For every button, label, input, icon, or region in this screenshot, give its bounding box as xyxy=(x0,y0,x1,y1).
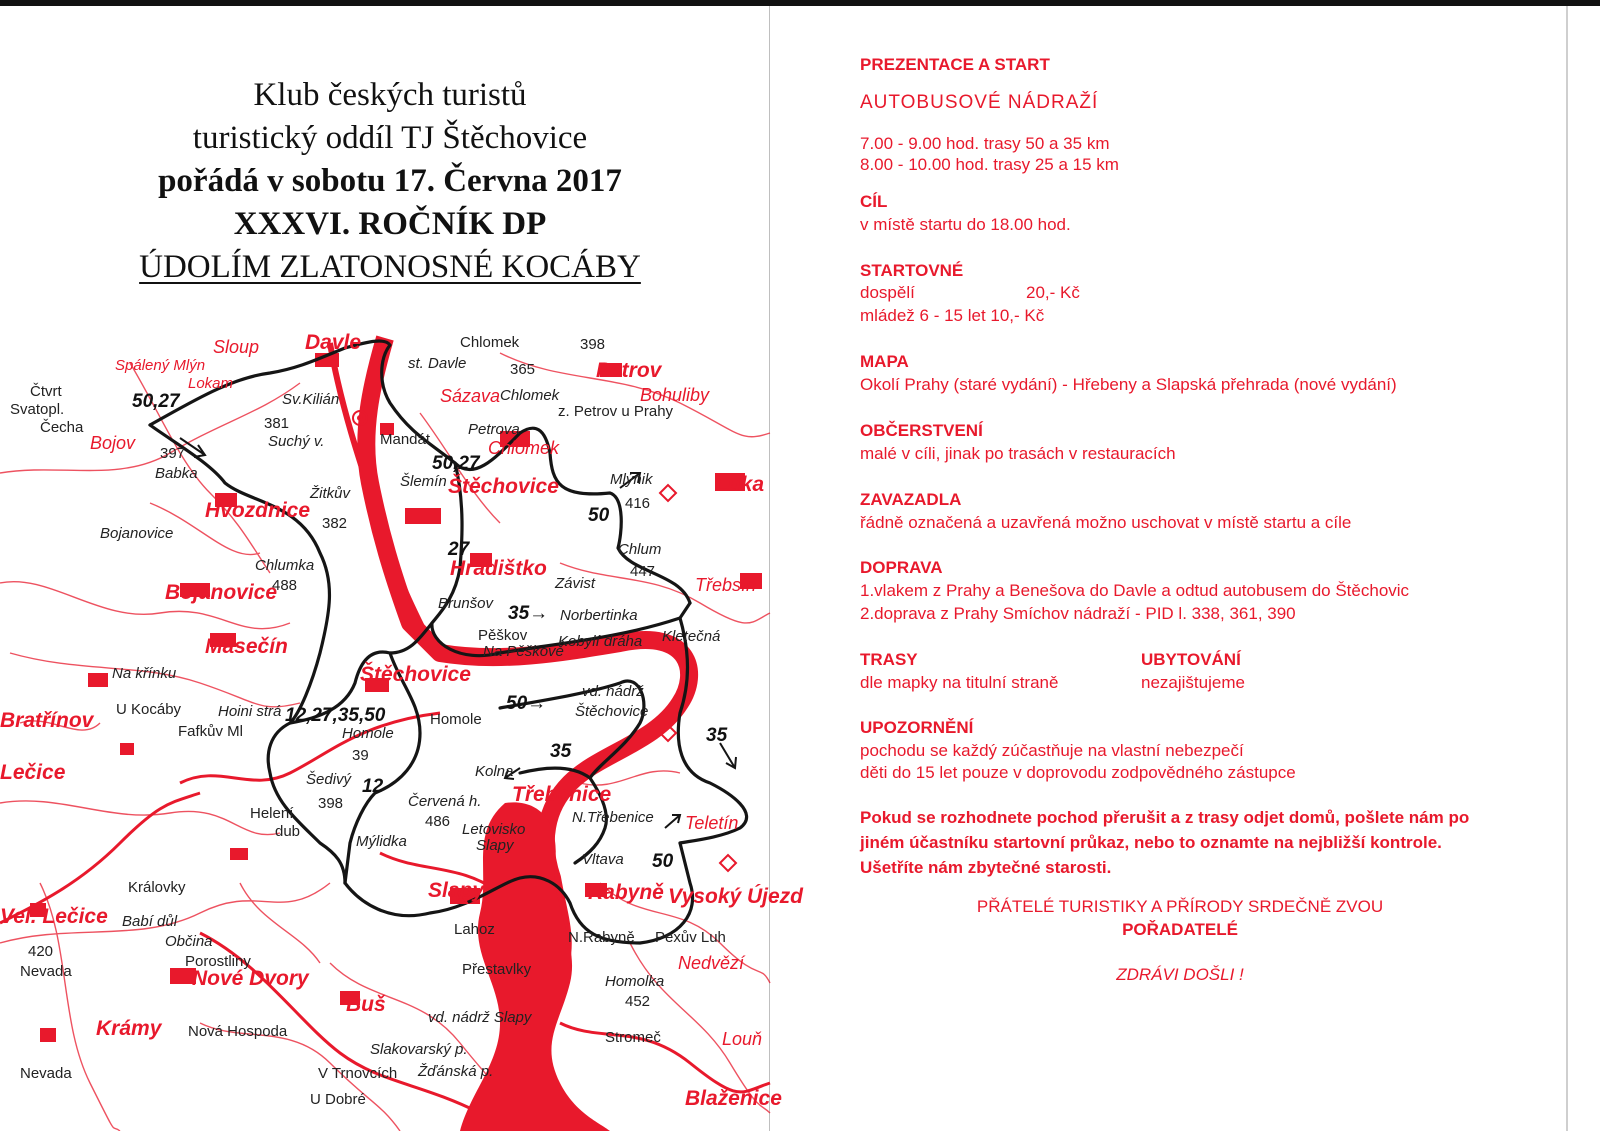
start-heading: PREZENTACE A START xyxy=(860,55,1050,74)
scan-top-edge xyxy=(0,0,1600,6)
map-label: Nevada xyxy=(20,1065,72,1082)
map-label: Masečín xyxy=(205,635,288,658)
map-label: 488 xyxy=(272,577,298,594)
finish-text: v místě startu do 18.00 hod. xyxy=(860,215,1071,234)
map-label: Krámy xyxy=(96,1017,162,1040)
fee-adult-price: 20,- Kč xyxy=(1026,283,1080,302)
map-label: Svatopl. xyxy=(10,401,65,418)
club-name: Klub českých turistů xyxy=(253,77,527,113)
invitation: PŘÁTELÉ TURISTIKY A PŘÍRODY SRDEČNĚ ZVOU xyxy=(976,897,1384,916)
map-label: Závist xyxy=(555,575,596,592)
map-label: Pexův Luh xyxy=(655,929,726,946)
organizers: POŘADATELÉ xyxy=(1122,920,1238,939)
map-label: Porostliny xyxy=(185,953,251,970)
route-label: 12 xyxy=(362,776,384,797)
map-label: Hoini strá xyxy=(218,703,282,720)
map-label: Štěchovice xyxy=(448,475,559,498)
map-label: 420 xyxy=(28,943,54,960)
map-label: Teletín xyxy=(685,813,739,833)
map-label: 398 xyxy=(580,336,606,353)
fee-adult xyxy=(860,283,1080,303)
fee-youth: mládež 6 - 15 let 10,- Kč xyxy=(860,306,1045,325)
route-label: 50 xyxy=(588,505,610,526)
map-label: Fafkův Ml xyxy=(178,723,244,740)
map-label: 398 xyxy=(318,795,344,812)
map-label: Třebenice xyxy=(512,783,612,806)
food-heading: OBČERSTVENÍ xyxy=(860,421,983,440)
map-label: Bojanovice xyxy=(100,525,174,542)
map-label: Mýlidka xyxy=(356,833,407,850)
lodging-heading: UBYTOVÁNÍ xyxy=(1141,650,1241,669)
event-date: pořádá v sobotu 17. Června 2017 xyxy=(158,163,622,199)
warning-heading: UPOZORNĚNÍ xyxy=(860,718,974,737)
fee-heading: STARTOVNÉ xyxy=(860,261,964,280)
route-label: 35→ xyxy=(508,603,549,624)
event-title: ÚDOLÍM ZLATONOSNÉ KOCÁBY xyxy=(139,249,641,285)
map-label: Kletečná xyxy=(662,628,721,645)
map-label: Bratřínov xyxy=(0,709,94,732)
settlements xyxy=(30,353,765,1042)
map-label: Na křínku xyxy=(112,665,177,682)
map-label: vd. nádrž xyxy=(582,683,644,700)
route-label: 35 xyxy=(706,725,728,746)
map-label: z. Petrov u Prahy xyxy=(558,403,674,420)
route-label: 50→ xyxy=(506,693,547,714)
map-label: 447 xyxy=(630,563,656,580)
map-label: N.Třebenice xyxy=(572,809,654,826)
map-label: Lečice xyxy=(0,761,66,784)
start-time-short: 8.00 - 10.00 hod. trasy 25 a 15 km xyxy=(860,155,1119,174)
map-label: Louň xyxy=(722,1029,763,1049)
map-label: Přestavlky xyxy=(462,961,532,978)
routes-heading: TRASY xyxy=(860,650,918,669)
map-label: Davle xyxy=(305,331,362,354)
map-label: Brunšov xyxy=(438,595,494,612)
map-label: Nedvězí xyxy=(678,953,745,973)
map-label: Lokam xyxy=(188,375,234,392)
map-label: 452 xyxy=(625,993,651,1010)
map-label: Čtvrt xyxy=(30,383,62,400)
map-label: 365 xyxy=(510,361,536,378)
farewell: ZDRÁVI DOŠLI ! xyxy=(1116,965,1244,984)
map-label: Na Pěškově xyxy=(483,643,564,660)
map-label: Žitkův xyxy=(310,485,351,502)
map-label: 416 xyxy=(625,495,651,512)
map-label: U Dobré xyxy=(310,1091,366,1108)
map-label: Bojanovice xyxy=(165,581,278,604)
map-label: Vltava xyxy=(582,851,624,868)
map-heading: MAPA xyxy=(860,352,909,371)
map-label: 39 xyxy=(352,747,369,764)
map-label: Chlum xyxy=(618,541,662,558)
warning-text-1: pochodu se každý zúčastňuje na vlastní nebezpečí xyxy=(860,741,1244,760)
route-label: 27 xyxy=(448,539,470,560)
map-label: Královky xyxy=(128,879,186,896)
map-label: Homole xyxy=(430,711,482,728)
map-label: 397 xyxy=(160,445,186,462)
map-label: Nevada xyxy=(20,963,72,980)
warning-text-2: děti do 15 let pouze v doprovodu zodpovědného zástupce xyxy=(860,763,1296,782)
route-map xyxy=(0,323,804,1131)
page-right-edge xyxy=(1566,6,1568,1131)
map-label: Vysoký Újezd xyxy=(668,885,804,908)
map-label: Třebsín xyxy=(695,575,757,595)
map-label: dub xyxy=(275,823,301,840)
map-label: Vel. Lečice xyxy=(0,905,108,928)
route-label: 50 xyxy=(652,851,674,872)
map-label: Sloup xyxy=(213,337,260,357)
map-label: 486 xyxy=(425,813,451,830)
map-label: Stromeč xyxy=(605,1029,661,1046)
map-label: Mandát xyxy=(380,431,431,448)
map-label: Slapy xyxy=(476,837,514,854)
map-label: Sv.Kilián xyxy=(282,391,340,408)
map-label: Pěškov xyxy=(478,627,528,644)
map-label: Homole xyxy=(342,725,394,742)
map-label: Rabyně xyxy=(588,881,664,904)
route-label: 12,27,35,50 xyxy=(285,705,386,726)
luggage-heading: ZAVAZADLA xyxy=(860,490,962,509)
club-section: turistický oddíl TJ Štěchovice xyxy=(192,120,588,156)
map-label: Nové Dvory xyxy=(192,967,309,990)
map-label: Lahoz xyxy=(454,921,495,938)
map-label: Štěchovice xyxy=(575,703,649,720)
map-label: Babí důl xyxy=(122,913,178,930)
map-label: Hradištko xyxy=(450,557,547,580)
map-label: Červená h. xyxy=(408,793,482,810)
map-label: Chlomek xyxy=(488,438,560,458)
map-label: Sázava xyxy=(440,386,501,406)
map-text: Okolí Prahy (staré vydání) - Hřebeny a Slapská přehrada (nové vydání) xyxy=(860,375,1397,394)
map-label: Suchý v. xyxy=(268,433,325,450)
map-label: Nová Hospoda xyxy=(188,1023,288,1040)
map-label: Chlumka xyxy=(255,557,315,574)
route-label: 35 xyxy=(550,741,572,762)
map-label: Babka xyxy=(155,465,198,482)
map-label: Helení xyxy=(250,805,294,822)
map-label: Petrova xyxy=(468,421,520,438)
map-label: Norbertinka xyxy=(560,607,638,624)
fee-adult-label: dospělí xyxy=(860,283,915,302)
routes-text: dle mapky na titulní straně xyxy=(860,673,1059,692)
route-label: 50,27 xyxy=(432,453,480,474)
map-label: N.Rabyně xyxy=(568,929,635,946)
map-label: Bojov xyxy=(90,433,136,453)
map-label: Slakovarský p. xyxy=(370,1041,468,1058)
event-edition: XXXVI. ROČNÍK DP xyxy=(233,206,547,242)
finish-heading: CÍL xyxy=(860,192,888,211)
lodging-text: nezajištujeme xyxy=(1141,673,1245,692)
map-label: Kolna xyxy=(475,763,514,780)
route-label: 50,27 xyxy=(132,391,180,412)
map-label: Bohuliby xyxy=(640,385,710,405)
map-label: Čecha xyxy=(40,419,84,436)
quit-notice: Pokud se rozhodnete pochod přerušit a z trasy odjet domů, pošlete nám po jiném účastníku startovní průkaz, nebo to oznamte na nejbližší kontrole. Ušetříte nám zbytečné starosti. xyxy=(860,808,1470,877)
map-label: U Kocáby xyxy=(116,701,182,718)
map-label: Slapy xyxy=(428,879,485,902)
map-label: Žďánská p. xyxy=(418,1063,494,1080)
map-label: Chlomek xyxy=(500,387,560,404)
transport-train: 1.vlakem z Prahy a Benešova do Davle a odtud autobusem do Štěchovic xyxy=(860,581,1410,600)
start-time-long: 7.00 - 9.00 hod. trasy 50 a 35 km xyxy=(860,134,1110,153)
map-label: Občina xyxy=(165,933,213,950)
map-label: Šedivý xyxy=(306,771,352,788)
map-label: Letovisko xyxy=(462,821,526,838)
map-label: Luka xyxy=(715,473,765,496)
map-label: Hvozdnice xyxy=(205,499,311,522)
map-label: Štěchovice xyxy=(360,663,471,686)
map-label: vd. nádrž Slapy xyxy=(428,1009,532,1026)
map-label: Šlemín xyxy=(400,473,447,490)
transport-heading: DOPRAVA xyxy=(860,558,943,577)
map-label: Blaženice xyxy=(685,1087,782,1110)
food-text: malé v cíli, jinak po trasách v restauracích xyxy=(860,444,1176,463)
map-label: 382 xyxy=(322,515,348,532)
map-label: Mlýnik xyxy=(610,471,653,488)
map-label: Spálený Mlýn xyxy=(115,357,206,374)
start-place: AUTOBUSOVÉ NÁDRAŽÍ xyxy=(860,92,1099,113)
map-label: Petrov xyxy=(596,359,662,382)
map-label: V Trnovcích xyxy=(318,1065,398,1082)
map-label: Kobylí dráha xyxy=(558,633,643,650)
map-label: Chlomek xyxy=(460,334,520,351)
transport-bus: 2.doprava z Prahy Smíchov nádraží - PID l. 338, 361, 390 xyxy=(860,604,1296,623)
map-label: st. Davle xyxy=(408,355,467,372)
event-header xyxy=(60,74,720,289)
map-label: Homolka xyxy=(605,973,665,990)
luggage-text: řádně označená a uzavřená možno uschovat v místě startu a cíle xyxy=(860,513,1352,532)
map-label: 381 xyxy=(264,415,290,432)
map-label: Buš xyxy=(346,993,386,1016)
